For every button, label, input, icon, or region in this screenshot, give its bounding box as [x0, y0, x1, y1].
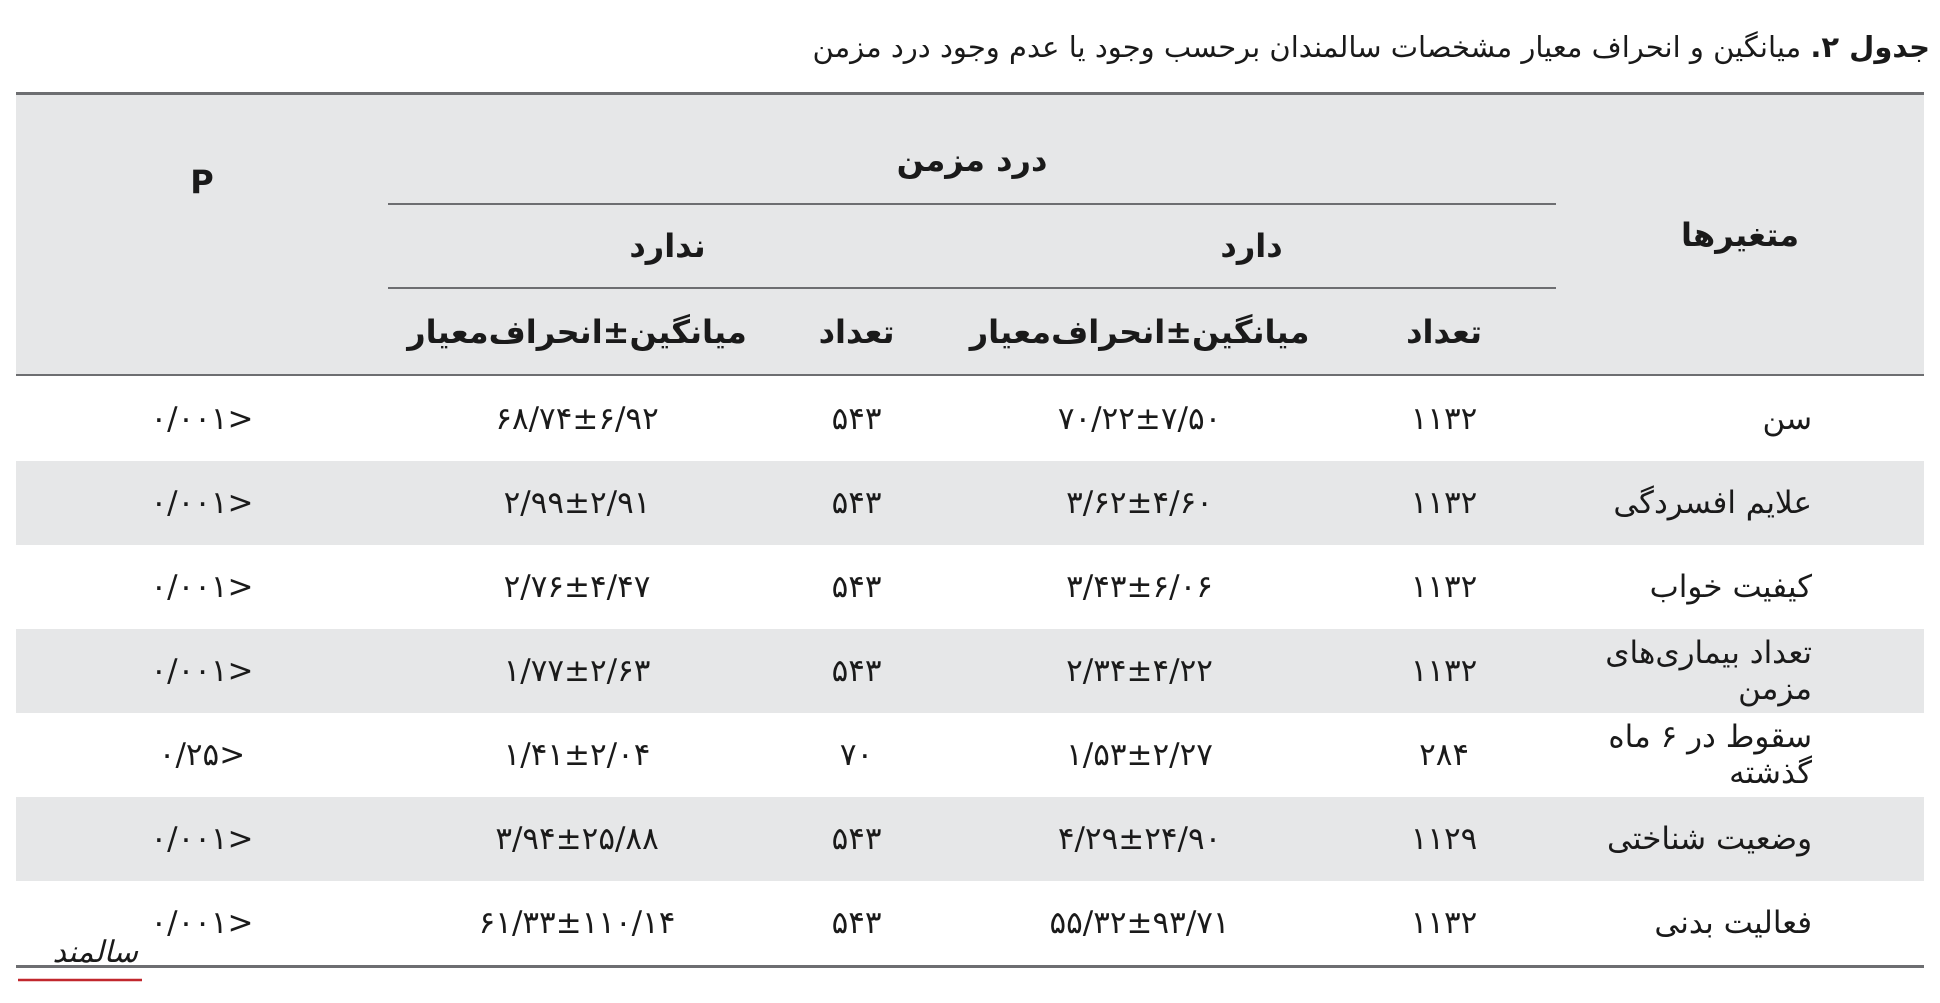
header-variables: متغیرها	[1556, 94, 1924, 376]
no-mean-sd-cell: ۳/۹۴±۲۵/۸۸	[388, 797, 766, 881]
caption-text: میانگین و انحراف معیار مشخصات سالمندان برحسب وجود یا عدم وجود درد مزمن	[812, 30, 1811, 64]
has-count-cell: ۱۱۳۲	[1332, 881, 1556, 967]
header-has-count: تعداد	[1332, 288, 1556, 375]
no-mean-sd-cell: ۲/۷۶±۴/۴۷	[503, 569, 651, 605]
row-variable: سن	[1762, 400, 1813, 437]
p-value-cell: <۰/۲۵	[158, 737, 246, 773]
has-count-cell: ۱۱۳۲	[1332, 629, 1556, 713]
header-no-pain: ندارد	[388, 204, 947, 288]
header-no-mean-sd: میانگین±انحراف‌معیار	[388, 288, 766, 375]
no-count-cell: ۵۴۳	[766, 797, 947, 881]
journal-logo	[16, 930, 144, 988]
header-chronic-pain: درد مزمن	[388, 94, 1556, 205]
has-count-cell: ۱۱۳۲	[1410, 569, 1478, 605]
row-variable: علایم افسردگی	[1556, 461, 1924, 545]
results-table-container	[16, 92, 1924, 968]
row-variable: فعالیت بدنی	[1556, 881, 1924, 967]
no-mean-sd-cell: ۱/۴۱±۲/۰۴	[503, 737, 651, 773]
no-count-cell: ۵۴۳	[831, 400, 882, 437]
has-count-cell: ۲۸۴	[1419, 737, 1470, 773]
no-mean-sd-cell: ۱/۷۷±۲/۶۳	[388, 629, 766, 713]
no-mean-sd-cell: ۲/۹۹±۲/۹۱	[388, 461, 766, 545]
has-mean-sd-cell: ۷۰/۲۲±۷/۵۰	[1057, 400, 1222, 437]
table-row	[16, 375, 1924, 461]
header-no-count: تعداد	[766, 288, 947, 375]
has-mean-sd-cell: ۵۵/۳۲±۹۳/۷۱	[947, 881, 1332, 967]
p-value-cell: <۰/۰۰۱	[16, 881, 388, 967]
results-table	[16, 92, 1924, 968]
table-row	[16, 461, 1924, 545]
p-value-cell: <۰/۰۰۱	[16, 629, 388, 713]
table-row	[16, 545, 1924, 629]
no-count-cell: ۵۴۳	[766, 461, 947, 545]
no-count-cell: ۵۴۳	[831, 569, 882, 605]
no-mean-sd-cell: ۶۸/۷۴±۶/۹۲	[495, 400, 659, 437]
table-row	[16, 881, 1924, 967]
has-count-cell: ۱۱۳۲	[1332, 461, 1556, 545]
no-count-cell: ۵۴۳	[766, 881, 947, 967]
no-mean-sd-cell: ۶۱/۳۳±۱۱۰/۱۴	[388, 881, 766, 967]
header-p: P	[16, 94, 388, 376]
header-has-mean-sd: میانگین±انحراف‌معیار	[947, 288, 1332, 375]
row-variable: تعداد بیماری‌های مزمن	[1556, 629, 1924, 713]
row-variable: سقوط در ۶ ماه گذشته	[1608, 719, 1813, 791]
has-mean-sd-cell: ۳/۶۲±۴/۶۰	[947, 461, 1332, 545]
table-row	[16, 629, 1924, 713]
table-row	[16, 713, 1924, 797]
has-mean-sd-cell: ۳/۴۳±۶/۰۶	[1066, 569, 1213, 605]
has-mean-sd-cell: ۲/۳۴±۴/۲۲	[947, 629, 1332, 713]
header-has-pain: دارد	[947, 204, 1556, 288]
no-count-cell: ۵۴۳	[766, 629, 947, 713]
has-mean-sd-cell: ۴/۲۹±۲۴/۹۰	[947, 797, 1332, 881]
no-count-cell: ۷۰	[839, 737, 874, 773]
caption-label: جدول ۲.	[1810, 30, 1930, 64]
logo-text: سالمند	[52, 935, 138, 970]
has-count-cell: ۱۱۲۹	[1332, 797, 1556, 881]
has-mean-sd-cell: ۱/۵۳±۲/۲۷	[1066, 737, 1213, 773]
table-caption	[10, 22, 1930, 72]
table-row	[16, 797, 1924, 881]
row-variable: وضعیت شناختی	[1556, 797, 1924, 881]
row-variable: کیفیت خواب	[1649, 569, 1813, 605]
has-count-cell: ۱۱۳۲	[1410, 400, 1478, 437]
p-value-cell: <۰/۰۰۱	[150, 569, 254, 605]
p-value-cell: <۰/۰۰۱	[16, 797, 388, 881]
p-value-cell: <۰/۰۰۱	[150, 400, 254, 437]
p-value-cell: <۰/۰۰۱	[16, 461, 388, 545]
